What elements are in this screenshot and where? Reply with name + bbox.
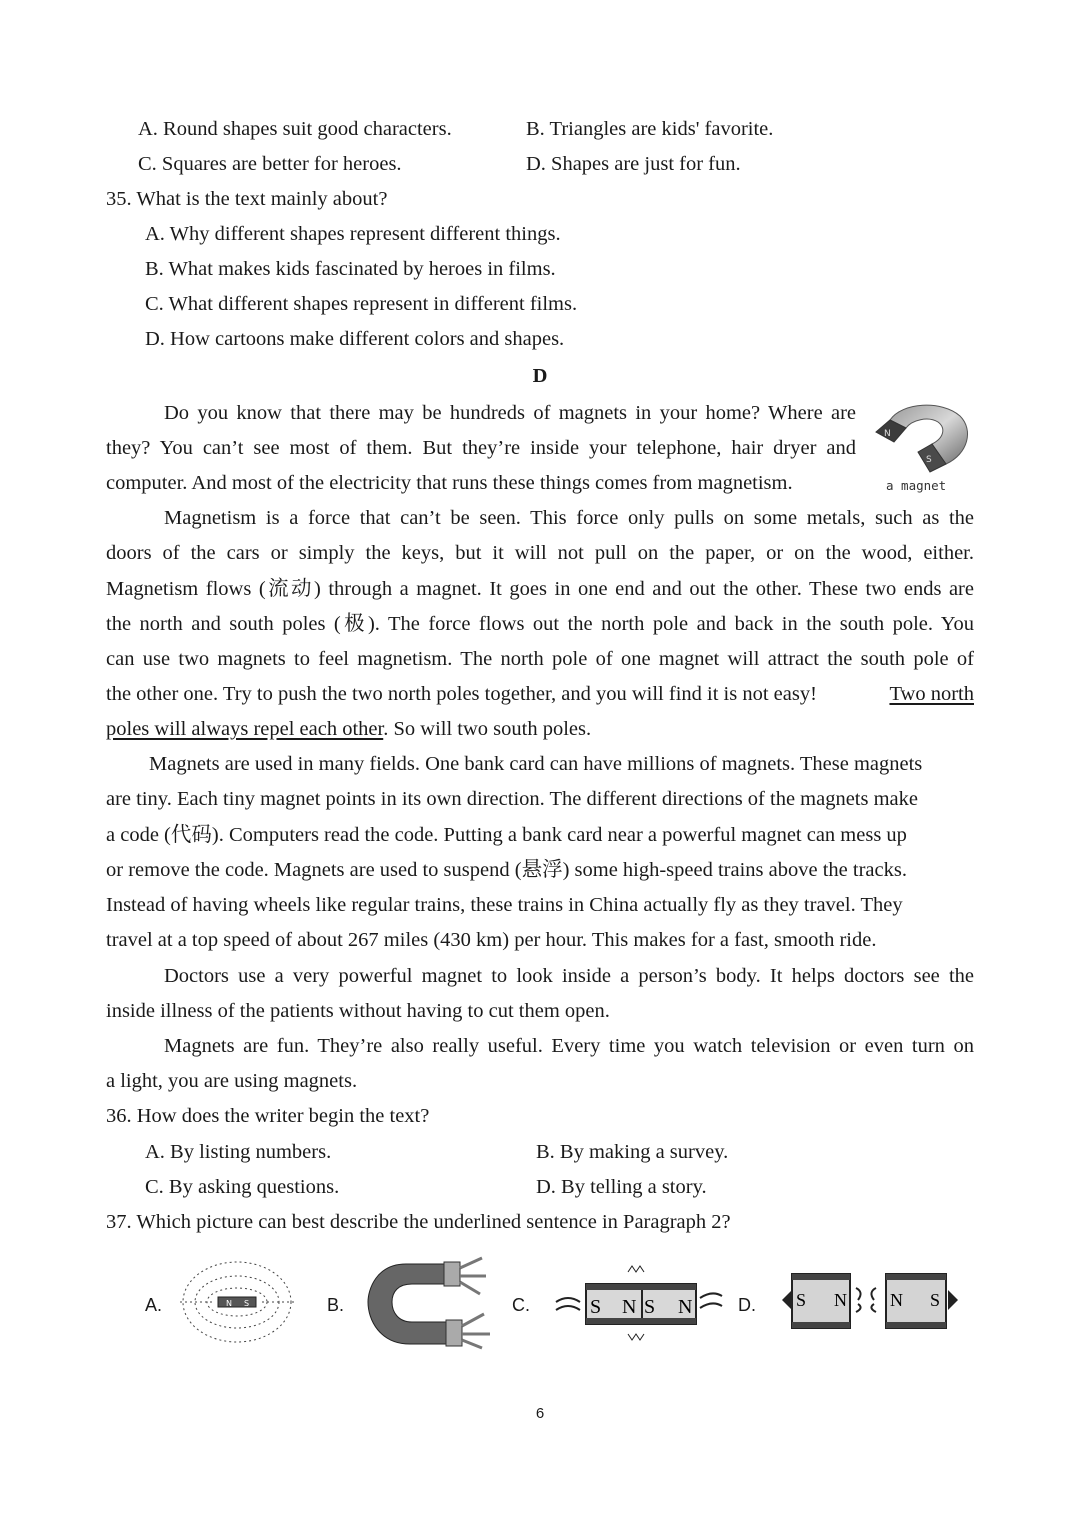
q36-option-c: C. By asking questions. [145, 1176, 340, 1198]
d-magnet1-n: N [834, 1290, 847, 1310]
magnet-caption: a magnet [886, 478, 947, 493]
para2-line6 [106, 682, 974, 706]
q36-option-b: B. By making a survey. [536, 1141, 729, 1163]
q34-option-c: C. Squares are better for heroes. [138, 153, 402, 175]
para2-end: . So will two south poles. [383, 718, 592, 740]
field-magnet-n: N [226, 1299, 232, 1308]
d-magnet2-s: S [930, 1290, 941, 1310]
para2-line5: can use two magnets to feel magnetism. The north pole of one magnet will attract the south pole of [106, 648, 974, 670]
q37-stem: 37. Which picture can best describe the underlined sentence in Paragraph 2? [106, 1211, 731, 1233]
page-number: 6 [535, 1405, 545, 1422]
para4-line2: inside illness of the patients without having to cut them open. [106, 1000, 610, 1022]
d-magnet1-s: S [796, 1290, 807, 1310]
bar-magnets-d-picture [780, 1266, 960, 1336]
q37-label-d: D. [738, 1295, 756, 1315]
q37-label-c: C. [512, 1295, 530, 1315]
para3-line5: Instead of having wheels like regular trains, these trains in China actually fly as they travel. They [106, 894, 903, 916]
svg-text:S: S [926, 455, 932, 465]
c-magnet2-s: S [644, 1296, 656, 1318]
q36-option-d: D. By telling a story. [536, 1176, 707, 1198]
para3-line3: a code (代码). Computers read the code. Putting a bank card near a powerful magnet can mess up [106, 824, 907, 846]
q35-option-a: A. Why different shapes represent different things. [145, 223, 561, 245]
para2-line7 [106, 717, 591, 741]
underlined-sentence-part2: poles will always repel each other [106, 718, 384, 740]
horseshoe-magnet-image [872, 398, 976, 474]
q34-option-b: B. Triangles are kids' favorite. [526, 118, 774, 140]
q37-label-b: B. [327, 1295, 345, 1315]
para2-line2: doors of the cars or simply the keys, but it will not pull on the paper, or on the wood, either. [106, 542, 974, 564]
field-magnet-s: S [244, 1299, 250, 1308]
para1-line1: Do you know that there may be hundreds of magnets in your home? Where are [164, 402, 856, 424]
field-lines-picture [172, 1252, 302, 1352]
para2-line4: the north and south poles (极). The force flows out the north pole and back in the south pole. You [106, 613, 974, 635]
para2-line3: Magnetism flows (流动) through a magnet. It goes in one end and out the other. These two ends are [106, 578, 974, 600]
horseshoe-attracting-picture [366, 1250, 498, 1350]
q34-option-d: D. Shapes are just for fun. [526, 153, 741, 175]
para1-line3: computer. And most of the electricity that runs these things comes from magnetism. [106, 472, 793, 494]
bar-magnets-c-picture [550, 1262, 726, 1344]
q34-option-a: A. Round shapes suit good characters. [138, 118, 452, 140]
q36-stem: 36. How does the writer begin the text? [106, 1105, 430, 1127]
para2-line1: Magnetism is a force that can’t be seen. This force only pulls on some metals, such as the [164, 507, 974, 529]
section-heading: D [532, 365, 548, 387]
para5-line1: Magnets are fun. They’re also really useful. Every time you watch television or even turn on [164, 1035, 974, 1057]
para3-line1: Magnets are used in many fields. One bank card can have millions of magnets. These magnets [149, 753, 923, 775]
para4-line1: Doctors use a very powerful magnet to look inside a person’s body. It helps doctors see the [164, 965, 974, 987]
d-magnet2-n: N [890, 1290, 903, 1310]
svg-text:N: N [884, 429, 891, 439]
underlined-sentence-part1: Two north [889, 683, 974, 705]
para2-line6-text: the other one. Try to push the two north poles together, and you will find it is not easy! [106, 683, 817, 705]
q35-option-c: C. What different shapes represent in different films. [145, 293, 578, 315]
para3-line6: travel at a top speed of about 267 miles (430 km) per hour. This makes for a fast, smooth ride. [106, 929, 877, 951]
q35-option-d: D. How cartoons make different colors and shapes. [145, 328, 565, 350]
para3-line4: or remove the code. Magnets are used to suspend (悬浮) some high-speed trains above the tracks. [106, 859, 907, 881]
q37-label-a: A. [145, 1295, 163, 1315]
para1-line2: they? You can’t see most of them. But they’re inside your telephone, hair dryer and [106, 437, 856, 459]
q35-option-b: B. What makes kids fascinated by heroes in films. [145, 258, 556, 280]
para5-line2: a light, you are using magnets. [106, 1070, 358, 1092]
c-magnet1-s: S [590, 1296, 602, 1318]
q36-option-a: A. By listing numbers. [145, 1141, 332, 1163]
c-magnet2-n: N [678, 1296, 693, 1318]
q35-stem: 35. What is the text mainly about? [106, 188, 388, 210]
para3-line2: are tiny. Each tiny magnet points in its own direction. The different directions of the magnets make [106, 788, 919, 810]
c-magnet1-n: N [622, 1296, 637, 1318]
